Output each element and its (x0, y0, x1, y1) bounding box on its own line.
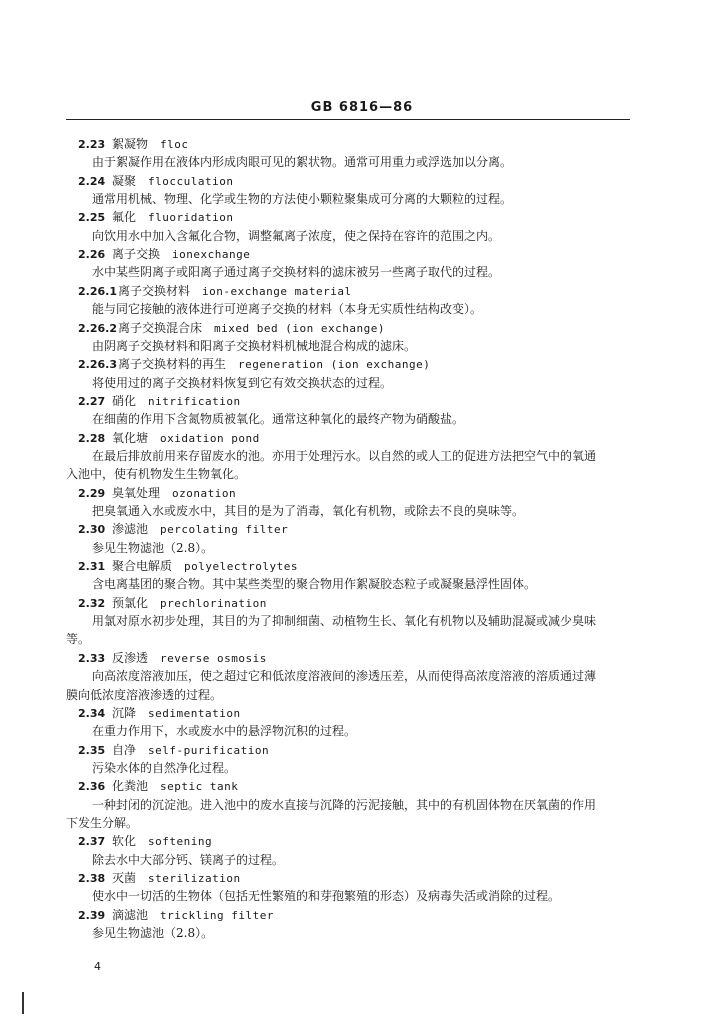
entry-english-term: ion-exchange material (202, 284, 352, 298)
entry-chinese-term: 离子交换混合床 (118, 320, 203, 335)
entry-term-line (78, 174, 234, 189)
entry-term-line (78, 706, 241, 721)
entry-number: 2.24 (78, 174, 106, 188)
entry-chinese-term: 氟化 (112, 210, 137, 225)
entry-definition: 向饮用水中加入含氟化合物，调整氟离子浓度，使之保持在容许的范围之内。 (92, 228, 501, 243)
entry-term-line (78, 394, 241, 409)
entry-definition: 含电离基团的聚合物。其中某些类型的聚合物用作絮凝胶态粒子或凝聚悬浮性固体。 (92, 577, 537, 592)
entry-number: 2.35 (78, 743, 106, 757)
margin-mark (22, 992, 24, 1014)
entry-chinese-term: 沉降 (112, 705, 137, 720)
entry-number: 2.36 (78, 780, 106, 794)
entry-chinese-term: 软化 (112, 834, 137, 849)
entry-number: 2.32 (78, 596, 106, 610)
entry-number: 2.23 (78, 138, 106, 151)
entry-english-term: self-purification (148, 743, 270, 757)
entry-chinese-term: 絮凝物 (112, 137, 149, 151)
entry-definition: 用氯对原水初步处理，其目的为了抑制细菌、动植物生长、氧化有机物以及辅助混凝或减少臭味 (92, 614, 597, 629)
entry-definition: 在细菌的作用下含氮物质被氧化。通常这种氧化的最终产物为硝酸盐。 (92, 412, 465, 427)
entry-term-line (78, 137, 189, 152)
entry-definition: 向高浓度溶液加压，使之超过它和低浓度溶液间的渗透压差，从而使得高浓度溶液的溶质通过薄 (92, 669, 597, 684)
entry-english-term: floc (160, 138, 189, 151)
entry-english-term: nitrification (148, 394, 241, 408)
entry-chinese-term: 氧化塘 (112, 430, 149, 445)
entry-definition: 由于絮凝作用在液体内形成肉眼可见的絮状物。通常可用重力或浮选加以分离。 (92, 155, 513, 170)
entry-term-line (78, 596, 267, 611)
entry-definition: 入池中，使有机物发生生物氧化。 (66, 467, 247, 482)
entry-english-term: trickling filter (160, 908, 274, 922)
entry-definition: 水中某些阴离子或阳离子通过离子交换材料的滤床被另一些离子取代的过程。 (92, 265, 501, 280)
entry-chinese-term: 离子交换材料的再生 (118, 357, 227, 372)
entry-number: 2.39 (78, 908, 106, 922)
entry-chinese-term: 离子交换材料 (118, 283, 191, 298)
entry-term-line (78, 431, 260, 446)
entry-term-line (78, 284, 352, 299)
entry-number: 2.37 (78, 835, 106, 849)
entry-term-line (78, 908, 274, 923)
entry-chinese-term: 滴滤池 (112, 907, 149, 922)
entry-definition: 在最后排放前用来存留废水的池。亦用于处理污水。以自然的或人工的促进方法把空气中的氧通 (92, 448, 597, 463)
entry-english-term: sedimentation (148, 706, 241, 720)
entry-definition: 参见生物滤池（2.8）。 (92, 540, 214, 555)
entry-english-term: ozonation (172, 486, 237, 500)
entry-chinese-term: 硝化 (112, 393, 137, 408)
header-rule (66, 119, 630, 120)
entry-chinese-term: 反渗透 (112, 650, 149, 665)
entry-english-term: polyelectrolytes (184, 560, 298, 574)
entry-definition: 一种封闭的沉淀池。进入池中的废水直接与沉降的污泥接触，其中的有机固体物在厌氧菌的作用 (92, 797, 597, 812)
standard-header: GB 6816—86 (310, 100, 414, 115)
entry-number: 2.26 (78, 248, 106, 262)
entry-definition: 污染水体的自然净化过程。 (92, 760, 237, 775)
entry-definition: 能与同它接触的液体进行可逆离子交换的材料（本身无实质性结构改变）。 (92, 302, 483, 317)
entry-definition: 在重力作用下，水或废水中的悬浮物沉积的过程。 (92, 724, 357, 739)
entry-term-line (78, 779, 238, 794)
entry-number: 2.34 (78, 706, 106, 720)
entry-english-term: septic tank (160, 780, 239, 794)
entry-chinese-term: 灭菌 (112, 871, 137, 885)
entry-term-line (78, 871, 241, 886)
entry-chinese-term: 化粪池 (112, 779, 149, 794)
entry-term-line (78, 321, 385, 336)
entry-definition: 把臭氧通入水或废水中，其目的是为了消毒，氧化有机物，或除去不良的臭味等。 (92, 504, 525, 518)
entry-term-line (78, 743, 269, 758)
entry-term-line (78, 486, 236, 501)
entry-definition: 等。 (66, 632, 91, 647)
entry-number: 2.38 (78, 872, 106, 885)
entry-number: 2.33 (78, 651, 106, 665)
entry-english-term: mixed bed (ion exchange) (214, 321, 385, 335)
entry-chinese-term: 离子交换 (112, 247, 161, 262)
entry-term-line (78, 247, 250, 262)
entry-english-term: prechlorination (160, 596, 267, 610)
entry-term-line (78, 210, 234, 225)
entry-chinese-term: 聚合电解质 (112, 559, 173, 574)
entry-number: 2.29 (78, 486, 106, 500)
entry-chinese-term: 凝聚 (112, 173, 137, 188)
entry-english-term: sterilization (148, 872, 241, 885)
entry-english-term: flocculation (148, 174, 234, 188)
entry-term-line (78, 522, 288, 537)
entry-english-term: softening (148, 835, 213, 849)
entry-definition: 下发生分解。 (66, 815, 139, 830)
entry-definition: 由阴离子交换材料和阳离子交换材料机械地混合构成的滤床。 (92, 338, 417, 353)
entry-chinese-term: 预氯化 (112, 595, 149, 610)
entry-chinese-term: 臭氧处理 (112, 485, 161, 500)
entry-number: 2.31 (78, 560, 106, 574)
entry-definition: 使水中一切活的生物体（包括无性繁殖的和芽孢繁殖的形态）及病毒失活或消除的过程。 (92, 889, 561, 904)
entry-english-term: reverse osmosis (160, 651, 267, 665)
entry-english-term: percolating filter (160, 523, 289, 537)
entry-number: 2.28 (78, 431, 106, 445)
entry-chinese-term: 自净 (112, 742, 137, 757)
entry-english-term: fluoridation (148, 211, 234, 225)
entry-term-line (78, 651, 267, 666)
entry-chinese-term: 渗滤池 (112, 522, 149, 537)
entry-english-term: regeneration (ion exchange) (238, 358, 431, 372)
entry-definition: 膜向低浓度溶液渗透的过程。 (66, 687, 223, 702)
entry-number: 2.25 (78, 211, 106, 225)
entry-english-term: ionexchange (172, 248, 251, 262)
entry-term-line (78, 834, 212, 849)
entry-definition: 参见生物滤池（2.8）。 (92, 926, 214, 941)
entry-english-term: oxidation pond (160, 431, 260, 445)
entry-definition: 除去水中大部分钙、镁离子的过程。 (92, 852, 285, 867)
entry-definition: 通常用机械、物理、化学或生物的方法使小颗粒聚集成可分离的大颗粒的过程。 (92, 192, 513, 207)
entry-term-line (78, 357, 430, 372)
entry-term-line (78, 559, 298, 574)
entry-number: 2.30 (78, 523, 106, 537)
entry-number: 2.26.2 (78, 321, 117, 335)
entry-number: 2.27 (78, 394, 106, 408)
entry-number: 2.26.3 (78, 358, 117, 372)
page-number: 4 (94, 960, 101, 973)
entry-number: 2.26.1 (78, 284, 117, 298)
entry-definition: 将使用过的离子交换材料恢复到它有效交换状态的过程。 (92, 375, 393, 390)
